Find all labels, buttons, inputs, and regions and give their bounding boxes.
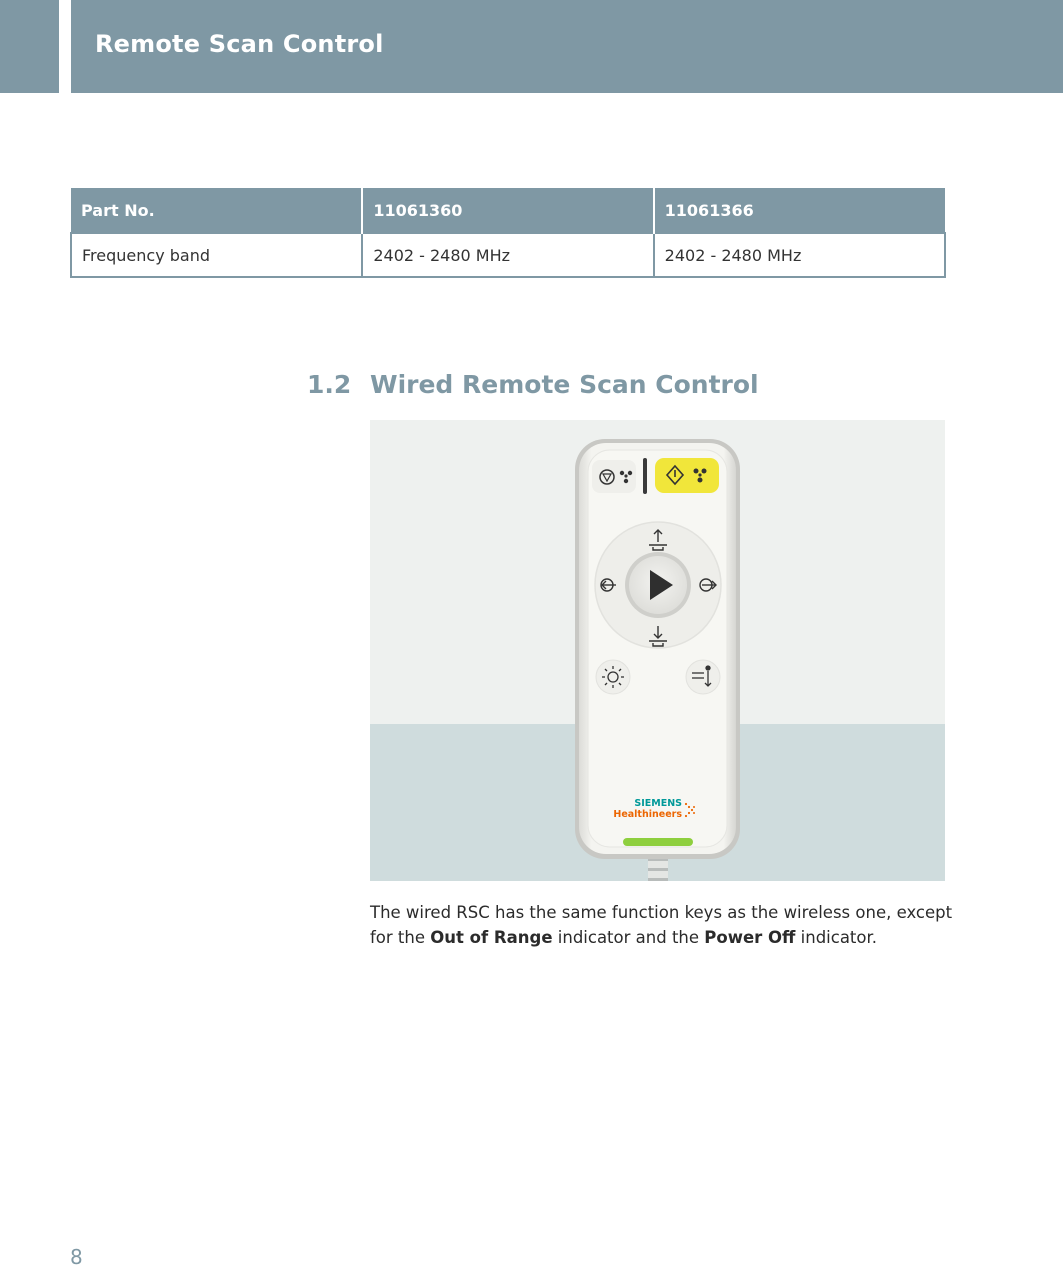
remote-illustration bbox=[370, 420, 945, 881]
caption-text: The wired RSC has the same function keys as the wireless one, except for the bbox=[370, 903, 953, 947]
logo-brand: SIEMENS bbox=[634, 798, 682, 809]
section-heading bbox=[307, 370, 759, 399]
start-radiation-button bbox=[655, 458, 719, 493]
out-of-range-label: Out of Range bbox=[430, 928, 553, 947]
spec-table bbox=[70, 188, 946, 278]
caption-text: indicator. bbox=[795, 928, 878, 947]
figure-caption bbox=[370, 900, 960, 950]
table-cell-value: 2402 - 2480 MHz bbox=[654, 233, 945, 277]
table-row bbox=[71, 233, 945, 277]
header-bar bbox=[71, 0, 1063, 93]
caption-text: indicator and the bbox=[552, 928, 705, 947]
table-header-part-no: Part No. bbox=[71, 188, 362, 233]
logo-sub: Healthineers bbox=[613, 809, 682, 820]
table-cell-value: 2402 - 2480 MHz bbox=[362, 233, 653, 277]
section-title: Wired Remote Scan Control bbox=[370, 370, 759, 399]
section-number: 1.2 bbox=[307, 370, 352, 399]
power-off-label: Power Off bbox=[704, 928, 796, 947]
stop-radiation-button bbox=[592, 460, 636, 493]
header-title: Remote Scan Control bbox=[95, 30, 384, 58]
table-cell-label: Frequency band bbox=[71, 233, 362, 277]
table-header-row bbox=[71, 188, 945, 233]
remote-scan-control-photo bbox=[370, 420, 945, 881]
page-number: 8 bbox=[70, 1245, 83, 1269]
table-header-part-2: 11061366 bbox=[654, 188, 945, 233]
table-header-part-1: 11061360 bbox=[362, 188, 653, 233]
status-light bbox=[623, 838, 693, 846]
divider-bar bbox=[643, 458, 647, 494]
header-side-block bbox=[0, 0, 59, 93]
